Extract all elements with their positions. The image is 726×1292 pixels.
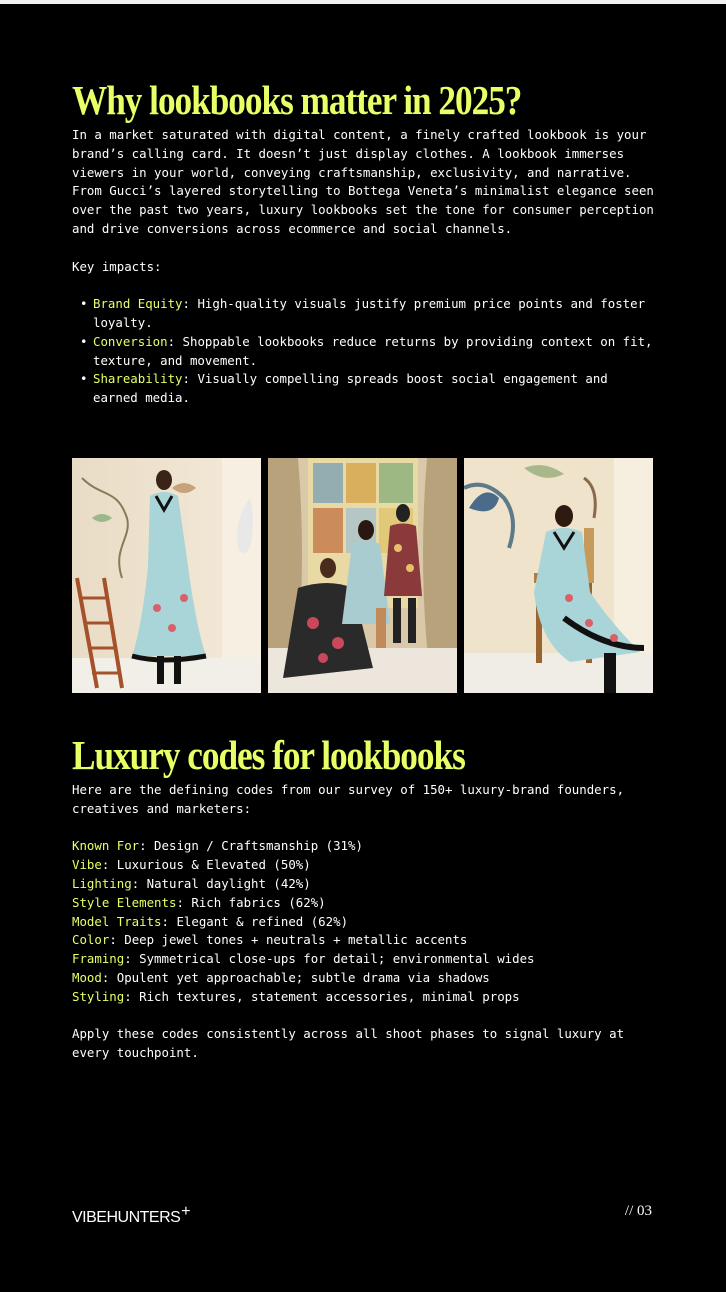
code-key: Known For <box>72 838 140 854</box>
key-impacts-label: Key impacts: <box>72 258 162 274</box>
code-key: Style Elements <box>72 894 177 910</box>
list-item <box>72 837 656 856</box>
list-item <box>72 931 656 950</box>
impact-term: Shareability <box>93 371 183 387</box>
list-item <box>72 894 656 913</box>
code-key: Lighting <box>72 875 132 891</box>
logo-wordmark: VIBEHUNTERS <box>72 1209 181 1226</box>
lookbook-gallery <box>72 458 656 693</box>
list-item <box>72 856 656 875</box>
code-key: Styling <box>72 988 125 1004</box>
code-key: Mood <box>72 969 102 985</box>
list-item <box>93 333 656 371</box>
impact-text: : Visually compelling spreads boost social engagement and earned media. <box>93 371 608 406</box>
group-seated-photo <box>268 458 457 693</box>
impact-text: : Shoppable lookbooks reduce returns by providing context on fit, texture, and movement. <box>93 333 653 368</box>
code-value: : Rich textures, statement accessories, minimal props <box>124 988 520 1004</box>
code-value: : Symmetrical close-ups for detail; environmental wides <box>124 951 535 967</box>
code-value: : Deep jewel tones + neutrals + metallic accents <box>109 932 468 948</box>
impact-term: Conversion <box>93 333 168 349</box>
impacts-list <box>72 295 656 408</box>
code-value: : Design / Craftsmanship (31%) <box>139 838 363 854</box>
closing-paragraph: Apply these codes consistently across all shoot phases to signal luxury at every touchpoint. <box>72 1026 625 1061</box>
model-chair-photo <box>464 458 653 693</box>
code-value: : Elegant & refined (62%) <box>161 913 349 929</box>
page-number: // 03 <box>624 1203 652 1219</box>
code-key: Vibe <box>72 857 102 873</box>
section-title-luxury-codes: Luxury codes for lookbooks <box>72 731 465 778</box>
impact-term: Brand Equity <box>93 296 183 312</box>
list-item <box>93 295 656 333</box>
list-item <box>72 950 656 969</box>
logo-plus-icon: + <box>181 1203 191 1220</box>
top-border <box>0 0 726 4</box>
code-value: : Luxurious & Elevated (50%) <box>101 857 311 873</box>
list-item <box>72 913 656 932</box>
list-item <box>72 875 656 894</box>
codes-intro-paragraph: Here are the defining codes from our survey of 150+ luxury-brand founders, creatives and marketers: <box>72 781 625 816</box>
intro-paragraph: In a market saturated with digital content, a finely crafted lookbook is your brand’s calling card. It doesn’t just display clothes. A lookbook immerses viewers in your world, conveying craftsmanship, exclusivity, and narrative. From Gucci’s layered storytelling to Bottega Veneta’s minimalist elegance seen over the past two years, luxury lookbooks set the tone for consumer perception and drive conversions across ecommerce and social channels. <box>72 127 654 236</box>
list-item <box>72 969 656 988</box>
impact-text: : High-quality visuals justify premium price points and foster loyalty. <box>93 296 646 330</box>
code-value: : Rich fabrics (62%) <box>176 894 326 910</box>
section-title-why-lookbooks: Why lookbooks matter in 2025? <box>72 77 522 123</box>
code-key: Model Traits <box>72 913 162 929</box>
page-content <box>72 74 656 1063</box>
brand-logo <box>72 1203 190 1227</box>
code-value: : Opulent yet approachable; subtle drama via shadows <box>101 969 490 985</box>
code-key: Framing <box>72 951 125 967</box>
code-value: : Natural daylight (42%) <box>131 875 311 891</box>
list-item <box>72 988 656 1007</box>
list-item <box>93 370 656 408</box>
code-key: Color <box>72 932 110 948</box>
model-standing-photo <box>72 458 261 693</box>
codes-list <box>72 837 656 1006</box>
